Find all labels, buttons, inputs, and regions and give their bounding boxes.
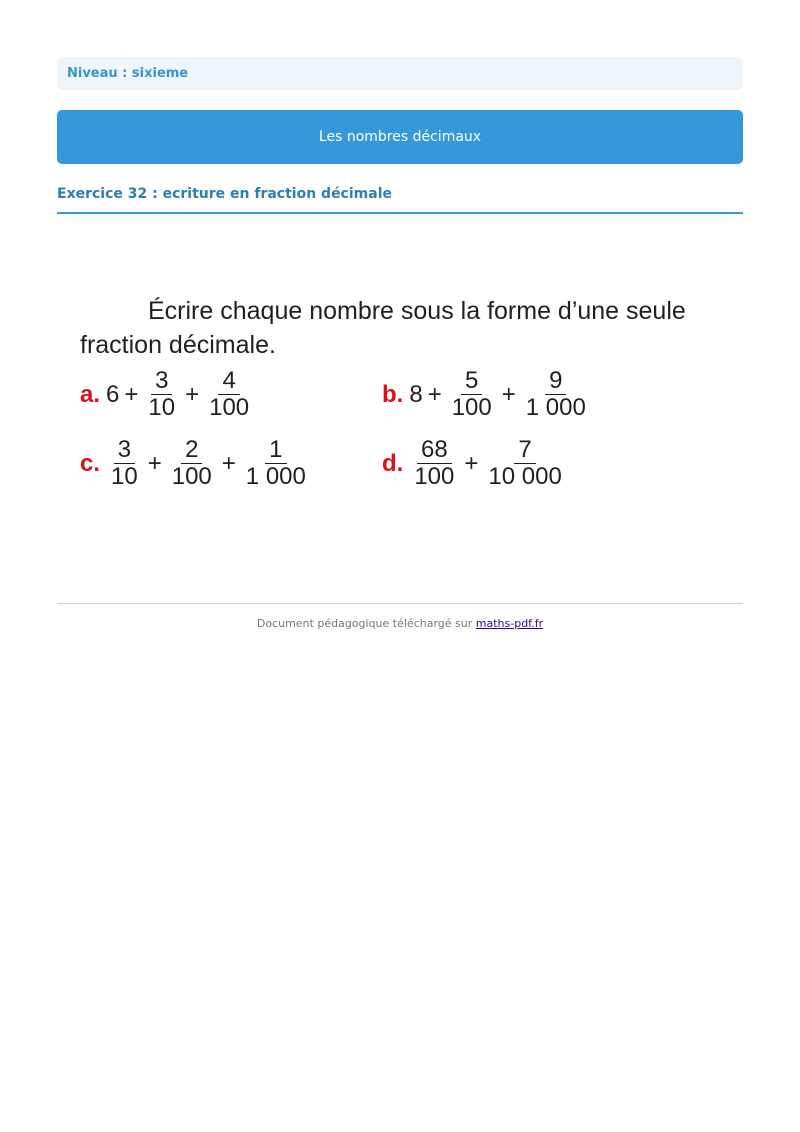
level-bar [57, 57, 743, 90]
denominator: 1 000 [245, 463, 306, 490]
exercise-title: Exercice 32 : ecriture en fraction décimale [57, 186, 392, 202]
item-b-label: b. [382, 380, 404, 408]
item-a [80, 368, 254, 421]
fraction [107, 437, 142, 490]
instruction-line-1: Écrire chaque nombre sous la forme d’une seule [148, 297, 686, 325]
plus-sign: + [124, 380, 139, 408]
denominator: 100 [171, 463, 212, 490]
denominator: 10 [111, 463, 138, 490]
denominator: 100 [209, 394, 250, 421]
numerator: 5 [461, 368, 482, 395]
numerator: 7 [514, 437, 535, 464]
footer-divider [57, 603, 743, 604]
plus-sign: + [147, 449, 162, 477]
plus-sign: + [185, 380, 200, 408]
fraction [242, 437, 310, 490]
numerator: 9 [545, 368, 566, 395]
denominator: 1 000 [525, 394, 586, 421]
exercise-statement [57, 280, 743, 500]
exercise-divider [57, 212, 743, 214]
plus-sign: + [501, 380, 516, 408]
fraction [484, 437, 565, 490]
footer-text: Document pédagogique téléchargé sur [256, 617, 473, 630]
fraction [168, 437, 216, 490]
item-c [80, 437, 311, 490]
denominator: 100 [414, 463, 455, 490]
numerator: 2 [181, 437, 202, 464]
item-d [382, 437, 567, 490]
fraction [522, 368, 590, 421]
denominator: 10 000 [488, 463, 562, 490]
footer [57, 617, 743, 630]
item-b-whole: 8 [409, 380, 423, 408]
numerator: 3 [114, 437, 135, 464]
item-d-label: d. [382, 449, 404, 477]
item-b [382, 368, 591, 421]
item-a-whole: 6 [106, 380, 120, 408]
fraction [205, 368, 253, 421]
fraction [448, 368, 496, 421]
fraction [144, 368, 179, 421]
denominator: 100 [451, 394, 492, 421]
numerator: 1 [265, 437, 286, 464]
level-text: Niveau : sixieme [67, 66, 189, 81]
numerator: 68 [417, 437, 452, 464]
plus-sign: + [464, 449, 479, 477]
item-a-label: a. [80, 380, 101, 408]
numerator: 3 [151, 368, 172, 395]
footer-link[interactable]: maths-pdf.fr [475, 617, 544, 630]
item-c-label: c. [80, 449, 101, 477]
plus-sign: + [427, 380, 442, 408]
chapter-banner [57, 110, 743, 164]
instruction-line-2: fraction décimale. [80, 331, 276, 359]
fraction [410, 437, 458, 490]
plus-sign: + [221, 449, 236, 477]
instruction [80, 294, 700, 362]
chapter-title: Les nombres décimaux [318, 129, 482, 145]
numerator: 4 [218, 368, 239, 395]
denominator: 10 [148, 394, 176, 421]
